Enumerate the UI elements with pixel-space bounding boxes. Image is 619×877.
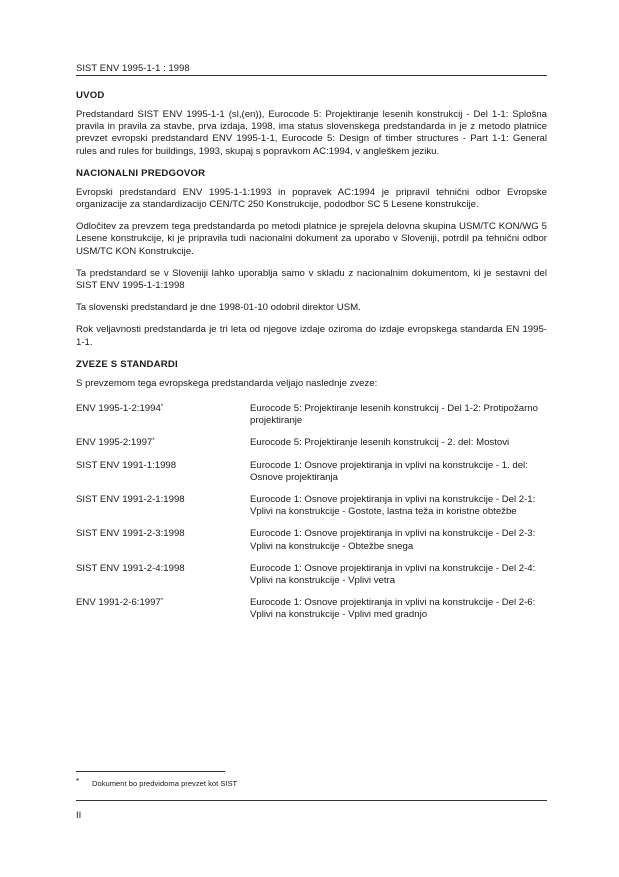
footnote-text: Dokument bo predvidoma prevzet kot SIST [92, 779, 238, 788]
paragraph: Rok veljavnosti predstandarda je tri leta od njegove izdaje oziroma do izdaje evropskega standarda EN 1995-1-1. [76, 324, 547, 348]
standards-row [76, 563, 547, 587]
standard-id [76, 563, 250, 587]
section-title-nacionalni-predgovor: NACIONALNI PREDGOVOR [76, 167, 206, 179]
standards-row [76, 403, 547, 427]
standard-id [76, 437, 250, 449]
standards-row [76, 528, 547, 552]
footer-rule [76, 800, 547, 801]
standard-code: SIST ENV 1991-2-1:1998 [76, 494, 185, 506]
footnote [76, 779, 237, 788]
standards-row [76, 437, 547, 449]
paragraph: Ta slovenski predstandard je dne 1998-01-10 odobril direktor USM. [76, 302, 361, 314]
standards-row [76, 597, 547, 621]
paragraph: Evropski predstandard ENV 1995-1-1:1993 in popravek AC:1994 je pripravil tehnični odbor Evropske organizacije za standardizacijo CEN/TC 250 Konstrukcije, pododbor SC 5 Lesene konstrukcije. [76, 186, 547, 211]
standard-description: Eurocode 5: Projektiranje lesenih konstrukcij - 2. del: Mostovi [250, 437, 510, 449]
page-number: II [76, 809, 82, 820]
standard-code: ENV 1995-1-2:1994 [76, 403, 161, 415]
footnote-reference: * [152, 438, 155, 445]
standard-description: Eurocode 1: Osnove projektiranja in vplivi na konstrukcije - Del 2-1: Vplivi na konstrukcije - Gostote, lastna teža in koristne obtežbe [250, 494, 536, 518]
section-nacionalni-predgovor [76, 168, 547, 349]
standard-description: Eurocode 1: Osnove projektiranja in vplivi na konstrukcije - Del 2-6: Vplivi na konstrukcije - Vplivi med gradnjo [250, 597, 536, 621]
header-rule [76, 75, 547, 76]
paragraph: S prevzemom tega evropskega predstandarda veljajo naslednje zveze: [76, 377, 378, 389]
standard-code: SIST ENV 1991-2-4:1998 [76, 562, 185, 574]
section-uvod [76, 90, 547, 158]
footnote-mark: * [76, 777, 80, 786]
standards-row [76, 494, 547, 518]
document-page [76, 0, 547, 877]
standard-code: SIST ENV 1991-2-3:1998 [76, 528, 185, 540]
paragraph: Predstandard SIST ENV 1995-1-1 (sl,(en)), Eurocode 5: Projektiranje lesenih konstrukcij - Del 1-1: Splošna pravila in pravila za stavbe, prva izdaja, 1998, ima status slovenskega predstandarda in je z metodo platnice prevzet evropski predstandard ENV 1995-1-1, Eurocode 5: Design of timber structures - Part 1-1: General rules and rules for buildings, 1993, skupaj s popravkom AC:1994, v angleškem jeziku. [76, 109, 547, 157]
standard-description: Eurocode 5: Projektiranje lesenih konstrukcij - Del 1-2: Protipožarno projektiranje [250, 403, 538, 427]
footnote-reference: * [160, 598, 164, 605]
main-content [76, 90, 547, 632]
footnote-reference: * [160, 404, 164, 411]
document-id-header: SIST ENV 1995-1-1 : 1998 [76, 62, 190, 73]
standard-id [76, 597, 250, 621]
standard-id [76, 494, 250, 518]
standards-row [76, 460, 547, 484]
standard-id [76, 528, 250, 552]
standard-id [76, 460, 250, 484]
standard-description: Eurocode 1: Osnove projektiranja in vplivi na konstrukcije - Del 2-4: Vplivi na konstrukcije - Vplivi vetra [250, 562, 536, 587]
section-title-uvod: UVOD [76, 90, 105, 101]
standards-list [76, 403, 547, 622]
standard-code: SIST ENV 1991-1:1998 [76, 459, 177, 471]
standard-code: ENV 1995-2:1997 [76, 437, 153, 449]
section-zveze-s-standardi [76, 359, 547, 622]
section-title-zveze-s-standardi: ZVEZE S STANDARDI [76, 358, 178, 370]
standard-description: Eurocode 1: Osnove projektiranja in vplivi na konstrukcije - Del 2-3: Vplivi na konstrukcije - Obtežbe snega [250, 528, 536, 552]
standard-code: ENV 1991-2-6:1997 [76, 597, 161, 609]
paragraph: Odločitev za prevzem tega predstandarda po metodi platnice je sprejela delovna skupina USM/TC KON/WG 5 Lesene konstrukcije, ki je pripravila tudi nacionalni dokument za uporabo v Sloveniji, potrdil pa tehnični odbor USM/TC KON Konstrukcije. [76, 221, 547, 257]
standard-id [76, 403, 250, 427]
standard-description: Eurocode 1: Osnove projektiranja in vplivi na konstrukcije - 1. del: Osnove projektiranja [250, 459, 528, 483]
paragraph: Ta predstandard se v Sloveniji lahko uporablja samo v skladu z nacionalnim dokumentom, ki je sestavni del SIST ENV 1995-1-1:1998 [76, 267, 547, 292]
footnote-rule [76, 771, 225, 772]
